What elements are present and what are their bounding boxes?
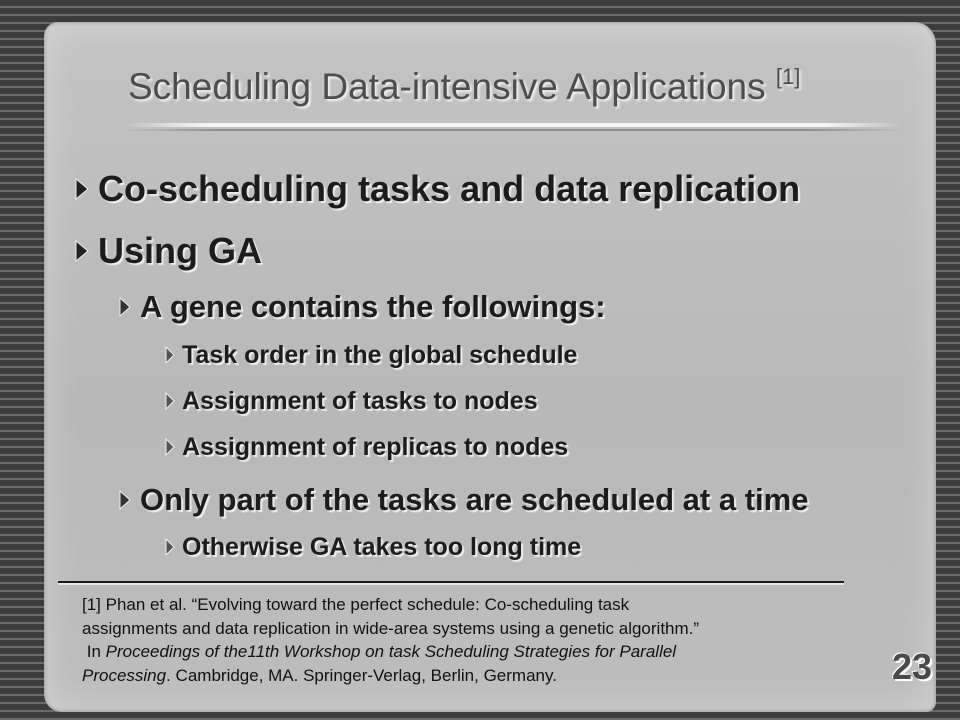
- bullet-text: Assignment of tasks to nodes: [182, 386, 538, 415]
- bullet-item: [164, 340, 577, 370]
- footnote-divider-highlight: [58, 583, 844, 585]
- footnote-line: assignments and data replication in wide-area systems using a genetic algorithm.”: [82, 618, 700, 638]
- bullet-text: Only part of the tasks are scheduled at a time: [140, 481, 809, 517]
- triangle-right-icon: [118, 297, 132, 317]
- footnote-line: [82, 664, 852, 688]
- triangle-right-icon: [74, 178, 90, 200]
- footnote: [82, 593, 852, 687]
- bullet-text: Otherwise GA takes too long time: [182, 532, 582, 561]
- triangle-right-icon: [164, 538, 176, 556]
- bullet-text: Assignment of replicas to nodes: [182, 432, 569, 461]
- triangle-right-icon: [118, 490, 132, 510]
- bullet-text: A gene contains the followings:: [140, 288, 606, 324]
- title-reference-marker: [1]: [775, 64, 801, 89]
- slide-title: [128, 66, 800, 108]
- triangle-right-icon: [164, 392, 176, 410]
- footnote-proceedings-title: Proceedings of the11th Workshop on task Scheduling Strategies for Parallel: [105, 642, 677, 661]
- footnote-text: . Cambridge, MA. Springer-Verlag, Berlin, Germany.: [166, 665, 557, 685]
- bullet-item: [164, 386, 538, 416]
- footnote-line: [1] Phan et al. “Evolving toward the perfect schedule: Co-scheduling task: [82, 595, 630, 614]
- bullet-item: [74, 228, 262, 272]
- footnote-text: In: [82, 642, 106, 661]
- slide-title-text: Scheduling Data-intensive Applications: [128, 66, 776, 107]
- bullet-item: [164, 532, 581, 562]
- title-underline: [124, 123, 902, 127]
- title-underline-shadow: [124, 129, 902, 131]
- footnote-proceedings-title-cont: Processing: [82, 665, 167, 685]
- bullet-item: [118, 287, 606, 325]
- footnote-line: [82, 640, 852, 664]
- triangle-right-icon: [164, 438, 176, 456]
- bullet-item: [118, 480, 808, 518]
- bullet-item: [74, 166, 800, 210]
- bullet-item: [164, 432, 568, 462]
- bullet-text: Using GA: [98, 230, 263, 272]
- bullet-text: Co-scheduling tasks and data replication: [98, 168, 801, 210]
- triangle-right-icon: [74, 240, 90, 262]
- bullet-text: Task order in the global schedule: [182, 340, 578, 369]
- page-number: 23: [891, 646, 933, 687]
- triangle-right-icon: [164, 346, 176, 364]
